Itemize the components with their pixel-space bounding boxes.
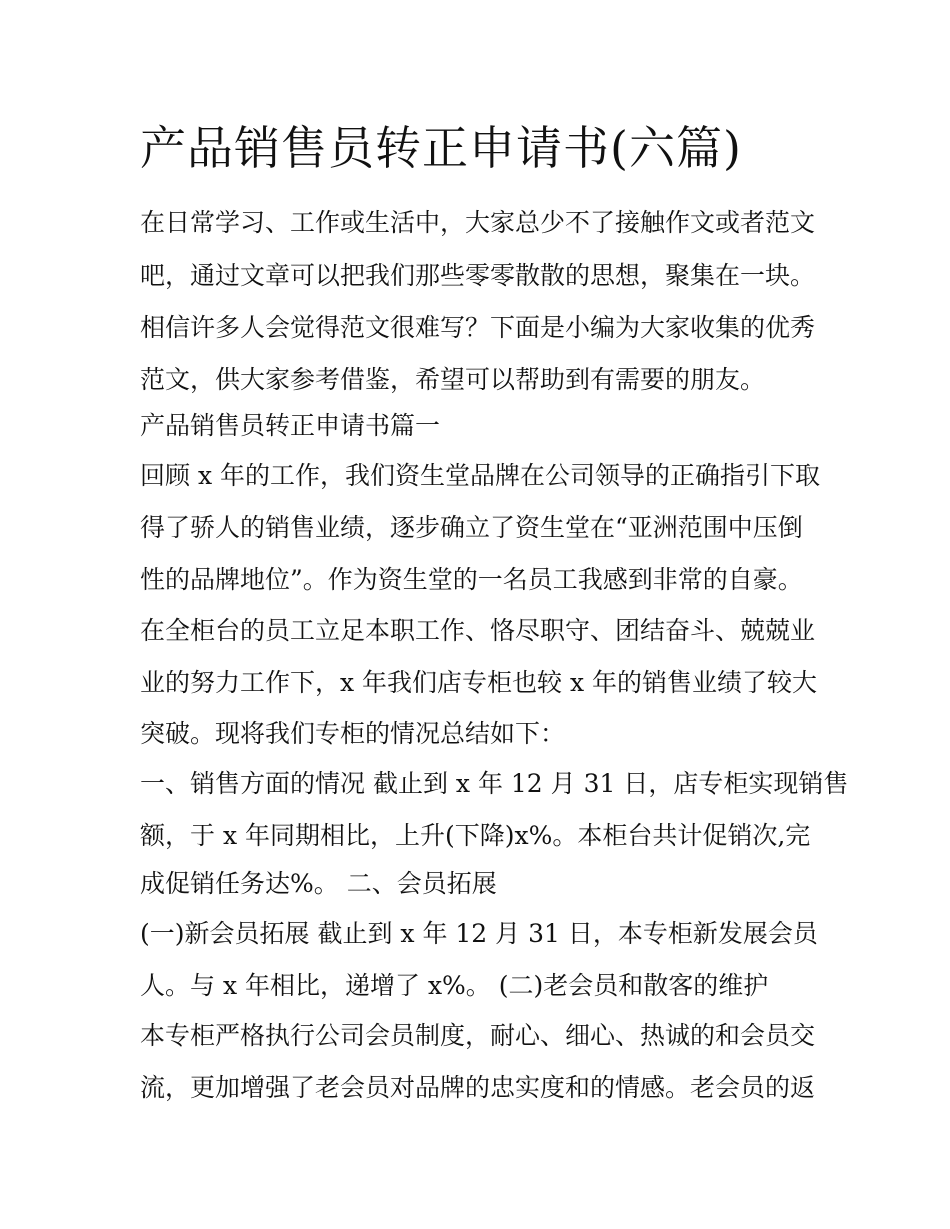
body-line: 得了骄人的销售业绩，逐步确立了资生堂在“亚洲范围中压倒 (140, 513, 803, 542)
body-line: 流，更加增强了老会员对品牌的忠实度和的情感。老会员的返 (140, 1073, 816, 1102)
body-line: 相信许多人会觉得范文很难写？下面是小编为大家收集的优秀 (140, 313, 816, 342)
body-line: 业的努力工作下，x 年我们店专柜也较 x 年的销售业绩了较大 (140, 668, 818, 697)
section-heading: 产品销售员转正申请书篇一 (140, 411, 441, 440)
body-line: (一)新会员拓展 截止到 x 年 12 月 31 日，本专柜新发展会员 (140, 919, 818, 948)
body-line: 在日常学习、工作或生活中，大家总少不了接触作文或者范文 (140, 208, 816, 237)
body-line: 突破。现将我们专柜的情况总结如下： (140, 719, 566, 748)
body-line: 吧，通过文章可以把我们那些零零散散的思想，聚集在一块。 (140, 261, 816, 290)
body-line: 人。与 x 年相比，递增了 x%。 (二)老会员和散客的维护 (140, 971, 769, 1000)
body-line: 本专柜严格执行公司会员制度，耐心、细心、热诚的和会员交 (140, 1021, 816, 1050)
body-line: 成促销任务达%。 二、会员拓展 (140, 869, 497, 898)
document-title: 产品销售员转正申请书(六篇) (140, 121, 742, 175)
body-line: 在全柜台的员工立足本职工作、恪尽职守、团结奋斗、兢兢业 (140, 616, 816, 645)
body-line: 额，于 x 年同期相比，上升(下降)x%。本柜台共计促销次,完 (140, 821, 811, 850)
body-line: 范文，供大家参考借鉴，希望可以帮助到有需要的朋友。 (140, 365, 766, 394)
body-line: 一、销售方面的情况 截止到 x 年 12 月 31 日，店专柜实现销售 (140, 769, 849, 798)
body-line: 回顾 x 年的工作，我们资生堂品牌在公司领导的正确指引下取 (140, 461, 820, 490)
body-line: 性的品牌地位”。作为资生堂的一名员工我感到非常的自豪。 (140, 565, 803, 594)
